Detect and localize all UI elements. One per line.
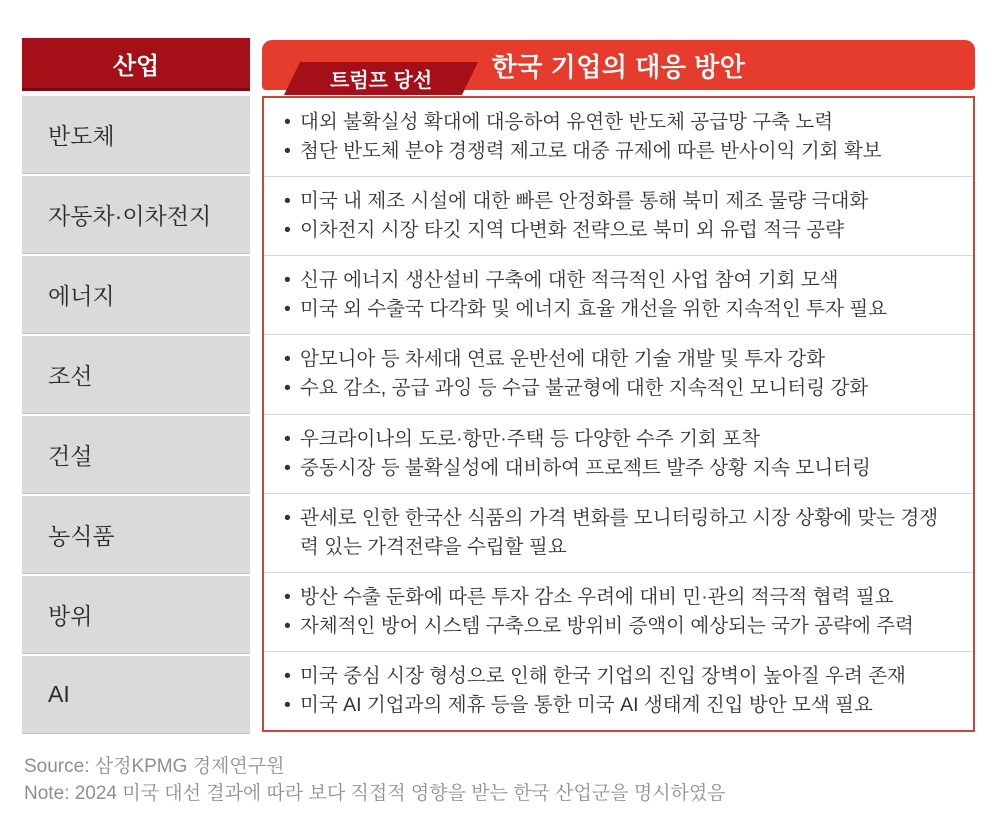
trump-election-badge-label: 트럼프 당선 xyxy=(329,70,433,92)
industry-cell-auto-battery xyxy=(22,176,250,254)
bullet-item: • 우크라이나의 도로·항만·주택 등 다양한 수주 기회 포착 xyxy=(280,425,955,454)
trump-election-badge xyxy=(284,62,478,95)
bullet-item: • 미국 외 수출국 다각화 및 에너지 효율 개선을 위한 지속적인 투자 필요 xyxy=(280,295,955,324)
industry-cell-semiconductor xyxy=(22,96,250,174)
industry-label: 농식품 xyxy=(48,523,115,549)
response-row-shipbuilding xyxy=(264,334,973,413)
industry-label: 방위 xyxy=(48,603,93,629)
industry-cell-defense xyxy=(22,576,250,654)
response-row-auto-battery xyxy=(264,176,973,255)
bullet-item: • 수요 감소, 공급 과잉 등 수급 불균형에 대한 지속적인 모니터링 강화 xyxy=(280,374,955,403)
response-row-ai xyxy=(264,651,973,730)
response-header-title: 한국 기업의 대응 방안 xyxy=(491,51,746,82)
footer xyxy=(24,753,726,807)
bullet-item: • 미국 중심 시장 형성으로 인해 한국 기업의 진입 장벽이 높아질 우려 존재 xyxy=(280,662,955,691)
note-line: Note: 2024 미국 대선 결과에 따라 보다 직접적 영향을 받는 한국 산업군을 명시하였음 xyxy=(24,783,726,804)
industry-header-label: 산업 xyxy=(112,52,160,80)
response-row-semiconductor xyxy=(264,98,973,176)
industry-cell-construction xyxy=(22,416,250,494)
industry-label: 건설 xyxy=(48,443,93,469)
industry-cell-ai xyxy=(22,656,250,734)
bullet-item: • 신규 에너지 생산설비 구축에 대한 적극적인 사업 참여 기회 모색 xyxy=(280,266,955,295)
response-row-agrifood xyxy=(264,493,973,572)
industry-rows xyxy=(22,96,250,734)
response-body-box xyxy=(262,96,975,732)
response-row-defense xyxy=(264,572,973,651)
industry-label: 반도체 xyxy=(48,123,115,149)
bullet-item: • 미국 내 제조 시설에 대한 빠른 안정화를 통해 북미 제조 물량 극대화 xyxy=(280,187,955,216)
bullet-item: • 방산 수출 둔화에 따른 투자 감소 우려에 대비 민·관의 적극적 협력 필요 xyxy=(280,583,955,612)
bullet-item: • 관세로 인한 한국산 식품의 가격 변화를 모니터링하고 시장 상황에 맞는 경쟁력 있는 가격전략을 수립할 필요 xyxy=(280,504,955,562)
bullet-list xyxy=(280,108,955,166)
bullet-item: • 자체적인 방어 시스템 구축으로 방위비 증액이 예상되는 국가 공략에 주력 xyxy=(280,612,955,641)
bullet-list xyxy=(280,504,955,562)
industry-cell-agrifood xyxy=(22,496,250,574)
bullet-item: • 미국 AI 기업과의 제휴 등을 통한 미국 AI 생태계 진입 방안 모색 필요 xyxy=(280,691,955,720)
industry-cell-shipbuilding xyxy=(22,336,250,414)
industry-label: 자동차·이차전지 xyxy=(48,203,212,229)
industry-label: 조선 xyxy=(48,363,93,389)
response-header xyxy=(262,40,975,90)
bullet-list xyxy=(280,425,955,483)
industry-label: AI xyxy=(48,681,70,707)
industry-cell-energy xyxy=(22,256,250,334)
bullet-item: • 이차전지 시장 타깃 지역 다변화 전략으로 북미 외 유럽 적극 공략 xyxy=(280,216,955,245)
industry-column-header xyxy=(22,38,250,91)
bullet-list xyxy=(280,662,955,720)
bullet-list xyxy=(280,266,955,324)
industry-label: 에너지 xyxy=(48,283,115,309)
response-row-construction xyxy=(264,414,973,493)
bullet-item: • 대외 불확실성 확대에 대응하여 유연한 반도체 공급망 구축 노력 xyxy=(280,108,955,137)
bullet-list xyxy=(280,345,955,403)
bullet-list xyxy=(280,187,955,245)
bullet-item: • 중동시장 등 불확실성에 대비하여 프로젝트 발주 상황 지속 모니터링 xyxy=(280,454,955,483)
bullet-list xyxy=(280,583,955,641)
bullet-item: • 첨단 반도체 분야 경쟁력 제고로 대중 규제에 따른 반사이익 기회 확보 xyxy=(280,137,955,166)
response-row-energy xyxy=(264,255,973,334)
industry-column xyxy=(22,38,250,736)
bullet-item: • 암모니아 등 차세대 연료 운반선에 대한 기술 개발 및 투자 강화 xyxy=(280,345,955,374)
source-line: Source: 삼정KPMG 경제연구원 xyxy=(24,756,285,777)
